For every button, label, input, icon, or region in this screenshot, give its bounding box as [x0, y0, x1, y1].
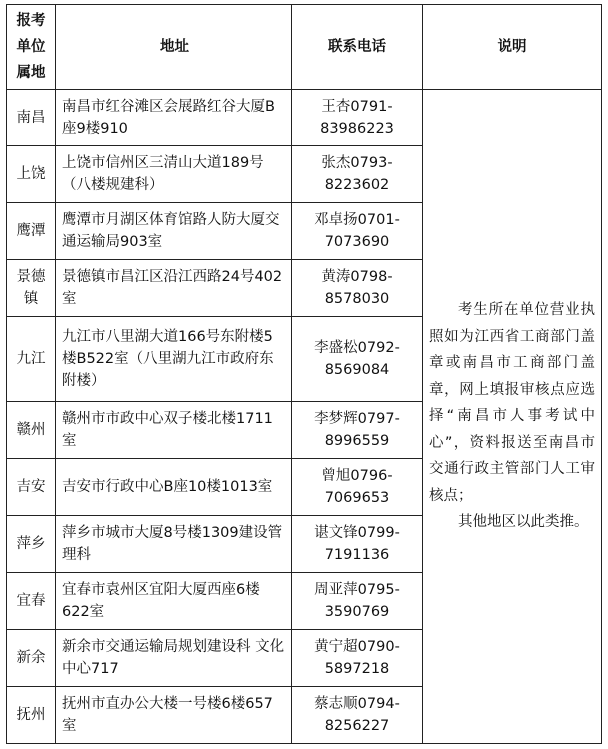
- phone-number: 5897218: [324, 661, 390, 677]
- address-cell: 吉安市行政中心B座10楼1013室: [56, 459, 292, 516]
- note-paragraph: 考生所在单位营业执照如为江西省工商部门盖章或南昌市工商部门盖章，网上填报审核点应选择“南昌市人事考试中心”，资料报送至南昌市交通行政主管部门人工审核点；: [429, 302, 595, 504]
- contact-name: 王杏0791-: [321, 98, 393, 115]
- contact-name: 李梦辉0797-: [314, 411, 400, 427]
- address-cell: 萍乡市城市大厦8号楼1309建设管理科: [56, 516, 292, 573]
- address-cell: 九江市八里湖大道166号东附楼5楼B522室（八里湖九江市政府东附楼）: [56, 317, 292, 402]
- unit-cell: 赣州: [7, 402, 56, 459]
- header-unit-line: 单位: [16, 39, 46, 55]
- phone-cell: [292, 402, 423, 459]
- unit-cell: 吉安: [7, 459, 56, 516]
- phone-number: 8996559: [324, 433, 390, 449]
- phone-cell: [292, 90, 423, 146]
- address-cell: 新余市交通运输局规划建设科 文化中心717: [56, 630, 292, 687]
- unit-cell: 鹰潭: [7, 203, 56, 260]
- header-phone: 联系电话: [292, 5, 423, 90]
- phone-cell: [292, 317, 423, 402]
- phone-cell: [292, 459, 423, 516]
- table-row: [7, 90, 602, 146]
- contact-name: 李盛松0792-: [314, 340, 400, 356]
- note-cell: [423, 90, 602, 744]
- phone-number: 3590769: [324, 604, 390, 620]
- note-paragraph: 其他地区以此类推。: [458, 514, 589, 531]
- phone-number: 8223602: [324, 177, 390, 193]
- contact-name: 谌文锋0799-: [314, 525, 400, 541]
- address-cell: 赣州市市政中心双子楼北楼1711室: [56, 402, 292, 459]
- address-cell: 宜春市袁州区宜阳大厦西座6楼622室: [56, 573, 292, 630]
- unit-cell: 萍乡: [7, 516, 56, 573]
- contact-name: 周亚萍0795-: [314, 582, 400, 598]
- unit-cell: 抚州: [7, 687, 56, 744]
- header-address: 地址: [56, 5, 292, 90]
- phone-cell: [292, 260, 423, 317]
- address-cell: 抚州市直办公大楼一号楼6楼657室: [56, 687, 292, 744]
- address-cell: 景德镇市昌江区沿江西路24号402室: [56, 260, 292, 317]
- contact-name: 黄涛0798-: [321, 269, 393, 285]
- contact-table: [6, 4, 602, 744]
- phone-cell: [292, 203, 423, 260]
- contact-name: 蔡志顺0794-: [314, 696, 400, 712]
- contact-name: 黄宁超0790-: [314, 639, 400, 655]
- phone-number: 7069653: [324, 490, 390, 506]
- header-note: 说明: [423, 5, 602, 90]
- table-header-row: [7, 5, 602, 90]
- phone-number: 8569084: [324, 362, 390, 378]
- address-cell: 上饶市信州区三清山大道189号（八楼规建科）: [56, 146, 292, 203]
- phone-cell: [292, 573, 423, 630]
- phone-number: 83986223: [320, 120, 394, 137]
- header-unit-line: 报考: [16, 13, 46, 29]
- contact-name: 曾旭0796-: [321, 468, 393, 484]
- phone-cell: [292, 516, 423, 573]
- unit-cell: 新余: [7, 630, 56, 687]
- unit-cell: 九江: [7, 317, 56, 402]
- unit-cell: 宜春: [7, 573, 56, 630]
- phone-number: 8578030: [324, 291, 390, 307]
- address-cell: 鹰潭市月湖区体育馆路人防大厦交通运输局903室: [56, 203, 292, 260]
- phone-cell: [292, 630, 423, 687]
- phone-number: 7191136: [324, 547, 390, 563]
- unit-cell: 上饶: [7, 146, 56, 203]
- phone-cell: [292, 687, 423, 744]
- header-unit-line: 属地: [16, 65, 46, 81]
- unit-cell: 景德镇: [7, 260, 56, 317]
- contact-name: 邓卓扬0701-: [314, 212, 400, 228]
- phone-number: 7073690: [324, 234, 390, 250]
- phone-cell: [292, 146, 423, 203]
- address-cell: 南昌市红谷滩区会展路红谷大厦B座9楼910: [56, 90, 292, 146]
- phone-number: 8256227: [324, 718, 390, 734]
- unit-cell: 南昌: [7, 90, 56, 146]
- contact-name: 张杰0793-: [321, 155, 393, 171]
- header-unit: [7, 5, 56, 90]
